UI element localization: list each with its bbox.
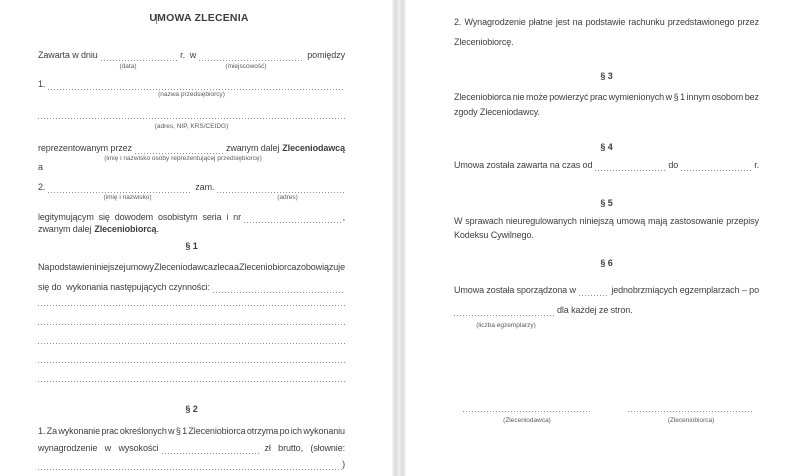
blank-company-name-field: [48, 81, 345, 90]
caption-signature-zleceniodawca: (Zleceniodawca): [503, 417, 551, 424]
id-line-comma: ,: [342, 212, 345, 222]
blank-term-to-field: [681, 162, 751, 171]
id-line-text: legitymującym się dowodem osobistym seria i nr: [38, 212, 241, 222]
blank-signature-zleceniodawca: [463, 403, 591, 412]
caption-company-address: (adres, NIP, KRS/CEIDG): [154, 123, 229, 130]
section-5-heading: § 5: [600, 198, 613, 208]
blank-date-field: [101, 52, 178, 61]
blank-tasks-field-3: [38, 335, 345, 344]
blank-representative-field: [135, 145, 223, 154]
called-line: [38, 224, 345, 235]
section-1-heading: § 1: [185, 241, 198, 251]
caption-person-address: (adres): [277, 194, 298, 201]
representation-line: [38, 143, 345, 154]
section-6-heading: § 6: [600, 258, 613, 268]
term-zleceniodawca: Zleceniodawcą: [282, 143, 345, 153]
signature-line-right: [628, 403, 754, 412]
party1-line: [38, 79, 345, 90]
party1-number: 1.: [38, 79, 46, 89]
section-4-text-line: [454, 160, 759, 171]
blank-company-address-field: [38, 110, 345, 119]
called-end: .: [156, 224, 159, 234]
caption-person-name: (imię i nazwisko): [103, 194, 152, 201]
blank-row: [38, 316, 345, 325]
signature-line-left: [463, 403, 591, 412]
term-line-pre: Umowa została zawarta na czas od: [454, 160, 593, 170]
salary-post: zł brutto, (słownie:: [264, 443, 345, 453]
salary-pre: wynagrodzenie w wysokości: [38, 443, 159, 453]
caption-signature-zleceniobiorca: (Zleceniobiorca): [667, 417, 715, 424]
company-address-line: [38, 110, 345, 119]
section-3-text-line-1: Zleceniobiorca nie może powierzyć prac wymienionych w § 1 innym osobom bez: [454, 92, 759, 102]
representation-mid: zwanym dalej: [225, 143, 280, 153]
blank-tasks-field-5: [38, 373, 345, 382]
blank-row: [38, 373, 345, 382]
section-4-heading: § 4: [600, 142, 613, 152]
caption-representative: (imię i nazwisko osoby reprezentującej przedsiębiorcę): [104, 155, 262, 162]
blank-tasks-field-4: [38, 354, 345, 363]
id-document-line: [38, 212, 345, 223]
section-2-text-line-2: [38, 443, 345, 454]
section-3-heading: § 3: [600, 71, 613, 81]
blank-person-address-field: [217, 184, 345, 193]
section-2-text-line-3: [38, 459, 345, 470]
blank-copies-count-field: [579, 287, 608, 296]
term-line-end: r.: [754, 160, 759, 170]
blank-salary-amount-field: [162, 445, 262, 454]
blank-tasks-field-0: [213, 284, 345, 293]
term-line-mid: do: [668, 160, 679, 170]
party2-line: [38, 182, 345, 193]
blank-tasks-field-2: [38, 316, 345, 325]
representation-pre: reprezentowanym przez: [38, 143, 132, 153]
blank-signature-zleceniobiorca: [628, 403, 754, 412]
page-gap: [392, 0, 406, 476]
contract-page-1: [0, 0, 392, 476]
blank-salary-words-field: [38, 461, 342, 470]
section-3-text-line-2: zgody Zleceniodawcy.: [454, 107, 540, 117]
blank-person-name-field: [48, 184, 192, 193]
date-line-pre: Zawarta w dniu: [38, 50, 98, 60]
copies-line-pre: Umowa została sporządzona w: [454, 285, 576, 295]
blank-row: [38, 297, 345, 306]
section-1-text-line-1: Na podstawie niniejszej umowy Zleceniodawca zleca a Zleceniobiorca zobowiązuje: [38, 262, 345, 272]
term-zleceniobiorca: Zleceniobiorcą: [94, 224, 157, 234]
section-5-text-line-1: W sprawach nieuregulowanych niniejszą umową mają zastosowanie przepisy: [454, 216, 759, 226]
contract-page-2: [406, 0, 800, 476]
date-line-post: pomiędzy: [307, 50, 345, 60]
date-place-line: [38, 50, 345, 61]
blank-row: [38, 335, 345, 344]
section-6-text-line-2: [454, 305, 759, 316]
blank-term-from-field: [595, 162, 665, 171]
payment-text-line-2: Zleceniobiorcę.: [454, 37, 514, 47]
document-title: UMOWA ZLECENIA: [149, 12, 249, 24]
caption-place: (miejscowość): [225, 63, 267, 70]
date-line-mid: r. w: [180, 50, 197, 60]
blank-row: [38, 354, 345, 363]
copies-line2-text: dla każdej ze stron.: [557, 305, 633, 315]
section-5-text-line-2: Kodeksu Cywilnego.: [454, 230, 534, 240]
payment-text-line-1: 2. Wynagrodzenie płatne jest na podstawie rachunku przedstawionego przez: [454, 17, 759, 27]
conjunction-a: a: [38, 162, 43, 172]
blank-place-field: [199, 52, 304, 61]
blank-id-number-field: [244, 214, 343, 223]
copies-line-post: jednobrzmiących egzemplarzach – po: [611, 285, 759, 295]
party2-number: 2.: [38, 182, 46, 192]
blank-tasks-field-1: [38, 297, 345, 306]
section-1-text-line-2: [38, 282, 345, 293]
caption-date: (data): [119, 63, 137, 70]
salary-close-paren: ): [342, 459, 345, 469]
blank-copies-field-2: [454, 307, 554, 316]
caption-company-name: (nazwa przedsiębiorcy): [158, 91, 225, 98]
section-1-line2-text: się do wykonania następujących czynności:: [38, 282, 210, 292]
section-2-heading: § 2: [185, 404, 198, 414]
caption-copies-count: (liczba egzemplarzy): [476, 322, 536, 329]
section-6-text-line-1: [454, 285, 759, 296]
zam-label: zam.: [195, 182, 215, 192]
section-2-text-line-1: 1. Za wykonanie prac określonych w § 1 Zleceniobiorca otrzyma po ich wykonaniu: [38, 426, 345, 436]
called-pre: zwanym dalej: [38, 224, 92, 234]
